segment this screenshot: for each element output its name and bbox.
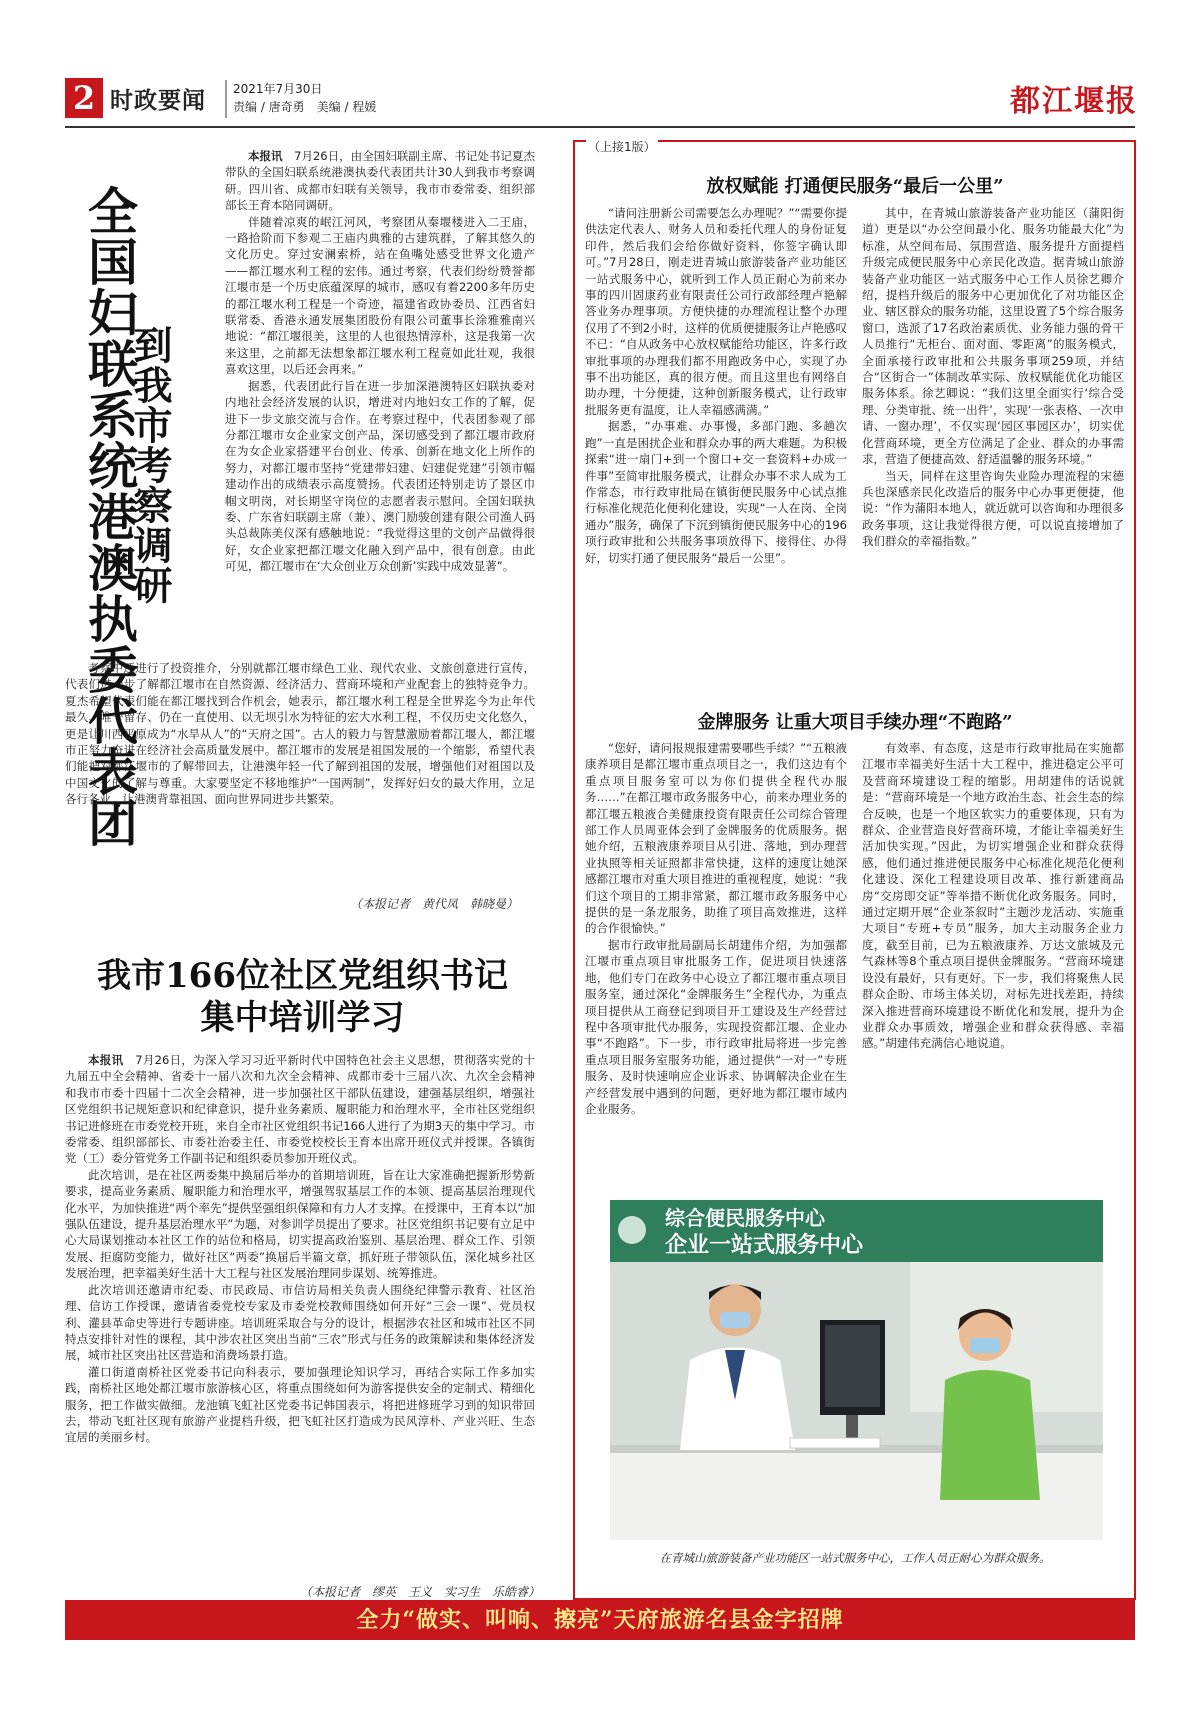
page-number: 2 bbox=[65, 78, 103, 118]
sub2-paragraph: 据市行政审批局副局长胡建伟介绍，为加强都江堰市重点项目审批服务工作，促进项目快速落地，他们专门在政务中心设立了都江堰市重点项目服务室，通过深化“金牌服务生”全程代办，为重点项目提供从工商登记到项目开工建设及生产经营过程中各项审批代办服务，实现投资都江堰、企业办事“不跑路”。下一步，市行政审批局将进一步完善重点项目服务室服务功能，通过提供“一对一”专班服务、及时快速响应企业诉求、协调解决企业在生产经营发展中遇到的问题，更好地为都江堰市域内企业服务。 bbox=[585, 937, 847, 1116]
sub2-column-left bbox=[585, 740, 847, 1117]
sub1-column-left bbox=[585, 205, 847, 566]
article1-body-bottom bbox=[65, 660, 535, 808]
continued-label: （上接1版） bbox=[588, 140, 656, 154]
article2-headline bbox=[70, 955, 535, 1039]
sub2-paragraph: “您好，请问报规报建需要哪些手续？”“五粮液康养项目是都江堰市重点项目之一，我们这边有个重点项目服务室可以为你们提供全程代办服务……”在都江堰市政务服务中心，前来办理业务的都江堰五粮液合美健康投资有限责任公司综合管理部工作人员周亚体会到了金牌服务的优质服务。据她介绍，五粮液康养项目从引进、落地，到办理营业执照等相关证照都非常快捷，这样的速度让她深感都江堰市对重大项目推进的重视程度，她说：“我们这个项目的工期非常紧，都江堰市政务服务中心提供的是一条龙服务，助推了项目高效推进，这样的合作很愉快。” bbox=[585, 741, 847, 936]
article1-headline-main: 全国妇联系统港澳执委代表团 bbox=[80, 185, 139, 848]
service-center-photo bbox=[610, 1200, 1103, 1540]
article1-paragraph: 据悉，代表团此行旨在进一步加深港澳特区妇联执委对内地社会经济发展的认识，增进对内地妇女工作的了解，促进下一步文旅交流与合作。在考察过程中，代表团参观了部分都江堰市女企业家文创产品，深切感受到了都江堰市政府在为女企业家搭建平台创业、传承、创新在地文化上所作的努力，对都江堰市坚持“党建带妇建、妇建促党建”引领市幅建动作出的成绩表示高度赞扬。代表团还特别走访了景区巾帼文明岗，对长期坚守岗位的志愿者表示慰问。全国妇联执委、广东省妇联副主席（兼）、澳门励骏创建有限公司渔人码头总裁陈美仪深有感触地说：“我觉得这里的文创产品做得很好，女企业家把都江堰文化融入到产品中，很有创意。由此可见，都江堰市在‘大众创业万众创新’实践中成效显著”。 bbox=[225, 378, 535, 574]
sub1-paragraph: 当天，同样在这里咨询失业险办理流程的宋德兵也深感亲民化改造后的服务中心办事更便捷，他说：“作为蒲阳本地人，就近就可以咨询和办理很多政务事项，这让我觉得很方便，可以说直接增加了我们群众的幸福指数。” bbox=[862, 468, 1124, 549]
masthead-logo: 都江堰报 bbox=[1010, 84, 1138, 119]
header-rule bbox=[65, 126, 1135, 128]
article2-headline-line2: 集中培训学习 bbox=[200, 998, 405, 1038]
article2-headline-line1: 我市166位社区党组织书记 bbox=[97, 956, 508, 996]
lead-tag: 本报讯 bbox=[88, 1053, 124, 1067]
subhead-gold-service: 金牌服务 让重大项目手续办理“不跑路” bbox=[697, 712, 1013, 733]
photo-sign-line1: 综合便民服务中心 bbox=[665, 1206, 825, 1230]
article1-headline-sub: 到我市考察调研 bbox=[127, 325, 173, 605]
section-title: 时政要闻 bbox=[110, 88, 206, 114]
article2-paragraph: 此次培训还邀请市纪委、市民政局、市信访局相关负责人围绕纪律警示教育、社区治理、信访工作授课，邀请省委党校专家及市委党校教师围绕如何开好“三会一课”、党员权利、灌县革命史等进行专题讲座。培训班采取合与分的设计，根据涉农社区和城市社区不同特点安排针对性的课程，其中涉农社区突出当前“三农”形式与任务的政策解读和集体经济发展，城市社区突出社区营造和消费场景打造。 bbox=[65, 1282, 535, 1363]
article2-paragraph: 此次培训，是在社区两委集中换届后举办的首期培训班，旨在让大家准确把握新形势新要求，提高业务素质、履职能力和治理水平，增强驾驭基层工作的本领、提高基层治理现代化水平，为加快推进“两个率先”提供坚强组织保障和有力人才支撑。在授课中，王育本以“加强队伍建设，提升基层治理水平”为题，对参训学员提出了要求。社区党组织书记要有立足中心大局谋划推动本社区工作的站位和格局，切实提高政治鉴别、基层治理、群众工作、引领发展、拒腐防变能力，做好社区“两委”换届后半篇文章，抓好班子带领队伍，深化城乡社区发展治理，把幸福美好生活十大工程与社区发展治理同步谋划、统筹推进。 bbox=[65, 1167, 535, 1281]
issue-date: 2021年7月30日 bbox=[233, 82, 323, 96]
subhead-empowerment: 放权赋能 打通便民服务“最后一公里” bbox=[706, 176, 1004, 197]
sub1-column-right bbox=[862, 205, 1124, 550]
sub1-paragraph: 据悉，“办事难、办事慢，多部门跑、多趟次跑”一直是困扰企业和群众办事的两大难题。为积极探索“进一扇门+到一个窗口+交一套资料+办成一件事”至简审批服务模式，让群众办事不求人成为工作常态，市行政审批局在镇街便民服务中心试点推行标准化规范化便利化建设，实现“一人在岗、全岗通办”服务，确保了下沉到镇街便民服务中心的196项行政审批和公共服务事项放得下、接得住、办得好，切实打通了便民服务“最后一公里”。 bbox=[585, 419, 847, 565]
photo-illustration bbox=[610, 1200, 1103, 1540]
sub2-column-right bbox=[862, 740, 1124, 1052]
header-divider bbox=[225, 80, 227, 118]
article1-paragraph: 考察中还进行了投资推介，分别就都江堰市绿色工业、现代农业、文旅创意进行宣传，代表们进一步了解都江堰市在自然资源、经济活力、营商环境和产业配套上的独特竞争力。夏杰希望代表们能在都江堰找到合作机会，她表示，都江堰水利工程是全世界迄今为止年代最久、唯一留存、仍在一直使用、以无坝引水为特征的宏大水利工程，不仅历史文化悠久，更是让川西平原成为“水旱从人”的“天府之国”。古人的毅力与智慧激励着都江堰人，都江堰市正努力奋进在经济社会高质量发展中。都江堰市的发展是祖国发展的一个缩影，希望代表们能把对都江堰市的了解带回去，让港澳年轻一代了解到祖国的发展，增强他们对祖国以及中国文化的了解与尊重。大家要坚定不移地维护“一国两制”，发挥好妇女的最大作用，立足各行各业，让港澳背靠祖国、面向世界同进步共繁荣。 bbox=[65, 661, 535, 807]
article1-body-top bbox=[225, 148, 535, 575]
article2-paragraph: 本报讯 7月26日，为深入学习习近平新时代中国特色社会主义思想，贯彻落实党的十九届五中全会精神、省委十一届八次和九次全会精神、成都市委十三届八次、九次全会精神和我市市委十四届十二次全会精神，进一步加强社区干部队伍建设，建强基层组织，增强社区党组织书记规矩意识和纪律意识，提升业务素质、履职能力和治理水平，全市社区党组织书记进修班在市委党校开班，来自全市社区党组织书记166人进行了为期3天的集中学习。市委常委、组织部部长、市委社治委主任、市委党校校长王育本出席开班仪式并授课。各镇街党（工）委分管党务工作副书记和组织委员参加开班仪式。 bbox=[65, 1053, 536, 1166]
article1-paragraph: 本报讯 7月26日，由全国妇联副主席、书记处书记夏杰带队的全国妇联系统港澳执委代表团共计30人到我市考察调研。四川省、成都市妇联有关领导，我市市委常委、组织部部长王育本陪同调研。 bbox=[225, 149, 536, 213]
photo-sign-line2: 企业一站式服务中心 bbox=[665, 1232, 864, 1258]
sub1-paragraph: “请问注册新公司需要怎么办理呢？”“需要你提供法定代表人、财务人员和委托代理人的身份证复印件，然后我们会给你做好资料，你签字确认即可。”7月28日，刚走进青城山旅游装备产业功能区一站式服务中心，就听到工作人员正耐心为前来办事的四川固康药业有限责任公司行政部经理卢艳解答业务办理事项。方便快捷的办理流程让整个办理仅用了不到2小时，这样的优质便捷服务让卢艳感叹不已：“自从政务中心放权赋能给功能区，许多行政审批事项的办理我们都不用跑政务中心，实现了办事不出功能区，真的很方便。而且这里也有网络自助办理，十分便捷，这种创新服务模式，让行政审批服务更有温度，让人幸福感满满。” bbox=[585, 206, 847, 417]
sub1-paragraph: 其中，在青城山旅游装备产业功能区（蒲阳街道）更是以“办公空间最小化、服务功能最大化”为标准，从空间布局、氛围营造、服务提升方面提档升级完成便民服务中心亲民化改造。据青城山旅游装备产业功能区一站式服务中心工作人员徐艺卿介绍，提档升级后的服务中心更加优化了对功能区企业、辖区群众的服务功能，这里设置了5个综合服务窗口，选派了17名政治素质优、业务能力强的骨干人员推行“无柜台、面对面、零距离”的服务模式，全面承接行政审批和公共服务事项259项，并结合“区街合一”体制改革实际、放权赋能优化功能区服务体系。徐艺卿说：“我们这里全面实行‘综合受理、分类审批、统一出件’，实现‘一张表格、一次申请、一窗办理’，不仅实现‘园区事园区办’，切实优化营商环境，更全方位满足了企业、群众的办事需求，营造了便捷高效、舒适温馨的服务环境。” bbox=[862, 206, 1124, 467]
article2-body bbox=[65, 1052, 535, 1446]
photo-caption: 在青城山旅游装备产业功能区一站式服务中心，工作人员正耐心为群众服务。 bbox=[659, 1551, 1051, 1565]
article1-paragraph: 伴随着凉爽的岷江河风，考察团从秦堰楼进入二王庙，一路拾阶而下参观二王庙内典雅的古建筑群，了解其悠久的文化历史。穿过安澜索桥，站在鱼嘴处感受世界文化遗产——都江堰水利工程的宏伟。通过考察，代表们纷纷赞誉都江堰市是一个历史底蕴深厚的城市，感叹有着2200多年历史的都江堰水利工程是一个奇迹，福建省政协委员、江西省妇联常委、香港永通发展集团股份有限公司董事长涂雅雅南兴地说：“都江堰很美，这里的人也很热情淳朴，这是我第一次来这里，之前都无法想象都江堰水利工程竟如此壮观，我很喜欢这里，以后还会再来。” bbox=[225, 214, 535, 377]
sub2-paragraph: 有效率、有态度，这是市行政审批局在实施都江堰市幸福美好生活十大工程中，推进稳定公平可及营商环境建设工程的缩影。用胡建伟的话说就是：“营商环境是一个地方政治生态、社会生态的综合反映，也是一个地区软实力的重要体现，只有为群众、企业营造良好营商环境，才能让幸福美好生活加快实现。”因此，为切实增强企业和群众获得感，他们通过推进便民服务中心标准化规范化便利化建设、深化工程建设项目改革、推行新建商品房“交房即交证”等举措不断优化政务服务。同时，通过定期开展“企业茶叙时”主题沙龙活动、实施重大项目“专班+专员”服务，加大主动服务企业力度，截至目前，已为五粮液康养、万达文旅城及元气森林等8个重点项目提供金牌服务。“营商环境建设没有最好，只有更好。下一步，我们将聚焦人民群众企盼、市场主体关切，对标先进找差距，持续深入推进营商环境建设不断优化和发展，提升为企业群众办事质效，增强企业和群众获得感、幸福感。”胡建伟充满信心地说道。 bbox=[862, 741, 1124, 1051]
lead-tag: 本报讯 bbox=[248, 149, 283, 163]
article1-byline: （本报记者 黄代凤 韩晓曼） bbox=[350, 897, 519, 911]
article2-paragraph: 灌口街道南桥社区党委书记向科表示，要加强理论知识学习，再结合实际工作多加实践，南桥社区地处都江堰市旅游核心区，将重点围绕如何为游客提供安全的定制式、精细化服务，把工作做实做细。龙池镇飞虹社区党委书记韩国表示，将把进修班学习到的知识带回去，带动飞虹社区现有旅游产业提档升级，把飞虹社区打造成为民风淳朴、产业兴旺、生态宜居的美丽乡村。 bbox=[65, 1364, 535, 1445]
editors-credit: 责编 / 唐奇勇 美编 / 程媛 bbox=[233, 100, 377, 114]
article2-byline: （本报记者 缪英 王义 实习生 乐皓睿） bbox=[300, 1585, 541, 1599]
footer-banner: 全力“做实、叫响、擦亮”天府旅游名县金字招牌 bbox=[65, 1600, 1135, 1640]
